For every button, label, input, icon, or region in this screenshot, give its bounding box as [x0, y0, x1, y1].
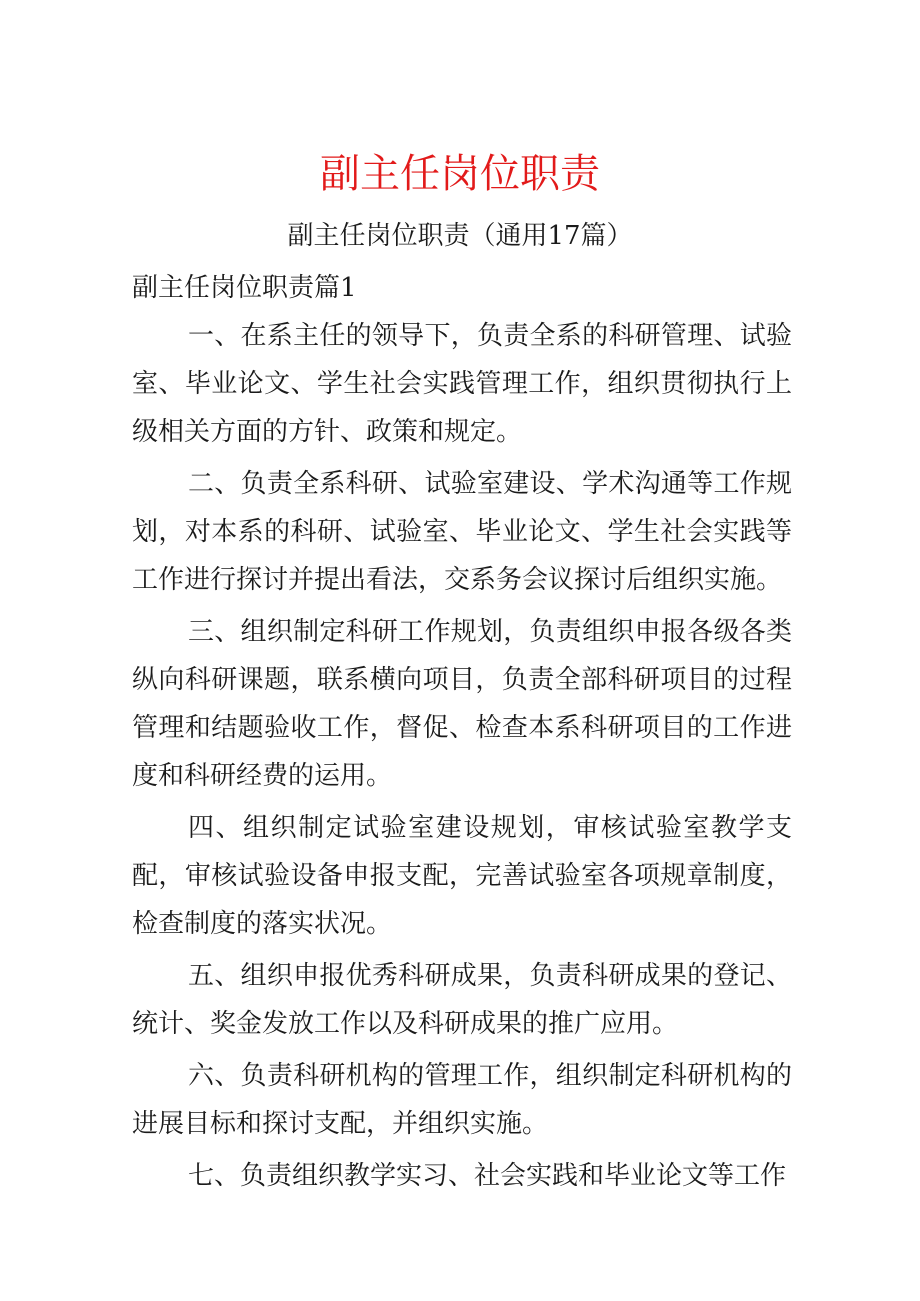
document-subtitle: 副主任岗位职责（通用17篇） — [287, 221, 633, 251]
document-body — [132, 312, 792, 1204]
paragraph-4: 四、组织制定试验室建设规划，审核试验室教学支配，审核试验设备申报支配，完善试验室各项规章制度，检查制度的落实状况。 — [132, 813, 792, 939]
paragraph-5: 五、组织申报优秀科研成果，负责科研成果的登记、统计、奖金发放工作以及科研成果的推广应用。 — [132, 961, 792, 1039]
section-heading: 副主任岗位职责篇1 — [132, 273, 357, 303]
document-title: 副主任岗位职责 — [320, 151, 600, 197]
paragraph-7: 七、负责组织教学实习、社会实践和毕业论文等工作 — [188, 1161, 787, 1191]
paragraph-2: 二、负责全系科研、试验室建设、学术沟通等工作规划，对本系的科研、试验室、毕业论文、学生社会实践等工作进行探讨并提出看法，交系务会议探讨后组织实施。 — [132, 469, 792, 595]
paragraph-6: 六、负责科研机构的管理工作，组织制定科研机构的进展目标和探讨支配，并组织实施。 — [132, 1061, 792, 1139]
paragraph-3: 三、组织制定科研工作规划，负责组织申报各级各类纵向科研课题，联系横向项目，负责全部科研项目的过程管理和结题验收工作，督促、检查本系科研项目的工作进度和科研经费的运用。 — [132, 617, 792, 791]
paragraph-1: 一、在系主任的领导下，负责全系的科研管理、试验室、毕业论文、学生社会实践管理工作，组织贯彻执行上级相关方面的方针、政策和规定。 — [132, 321, 792, 447]
